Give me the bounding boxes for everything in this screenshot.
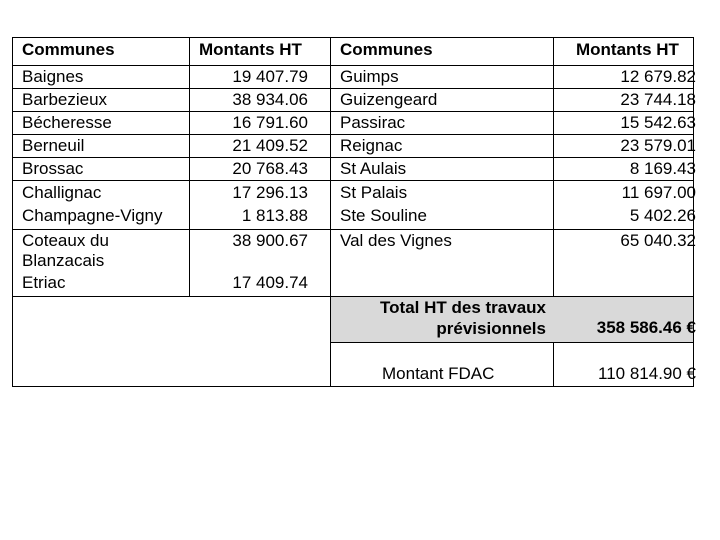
commune-name: Val des Vignes <box>340 231 452 250</box>
commune-amount: 16 791.60 <box>232 113 308 132</box>
commune-name-continued: Blanzacais <box>22 251 105 270</box>
commune-amount: 15 542.63 <box>620 113 696 132</box>
commune-name: Coteaux du <box>22 231 109 250</box>
commune-amount: 17 296.13 <box>232 183 308 202</box>
commune-amount: 12 679.82 <box>620 67 696 86</box>
commune-name: Guizengeard <box>340 90 438 109</box>
commune-name: Berneuil <box>22 136 85 155</box>
fdac-label: Montant FDAC <box>382 364 495 383</box>
total-divider <box>330 342 694 343</box>
commune-name: Champagne-Vigny <box>22 206 163 225</box>
commune-amount: 65 040.32 <box>620 231 696 250</box>
header-divider <box>12 65 694 66</box>
commune-amount: 21 409.52 <box>232 136 308 155</box>
total-label-line1: Total HT des travaux <box>380 298 546 317</box>
commune-name: Etriac <box>22 273 66 292</box>
commune-name: Passirac <box>340 113 406 132</box>
commune-name: Baignes <box>22 67 84 86</box>
header-communes-left: Communes <box>22 40 115 59</box>
commune-amount: 5 402.26 <box>629 206 696 225</box>
header-montants-right: Montants HT <box>576 40 679 59</box>
commune-amount: 1 813.88 <box>241 206 308 225</box>
commune-name: St Aulais <box>340 159 407 178</box>
header-communes-right: Communes <box>340 40 433 59</box>
row-divider <box>12 111 694 112</box>
row-divider <box>12 134 694 135</box>
commune-name: Challignac <box>22 183 102 202</box>
header-montants-left: Montants HT <box>199 40 302 59</box>
row-divider <box>12 88 694 89</box>
total-label-line2: prévisionnels <box>436 319 546 338</box>
total-value: 358 586.46 € <box>596 318 696 337</box>
commune-amount: 19 407.79 <box>232 67 308 86</box>
commune-name: Ste Souline <box>340 206 427 225</box>
commune-amount: 38 900.67 <box>232 231 308 250</box>
row-divider <box>12 229 694 230</box>
commune-name: Brossac <box>22 159 84 178</box>
commune-name: Reignac <box>340 136 403 155</box>
fdac-value: 110 814.90 € <box>598 364 696 383</box>
commune-name: Bécheresse <box>22 113 112 132</box>
row-divider <box>12 180 694 181</box>
commune-amount: 23 579.01 <box>620 136 696 155</box>
commune-name: Barbezieux <box>22 90 108 109</box>
commune-amount: 20 768.43 <box>232 159 308 178</box>
commune-amount: 11 697.00 <box>621 183 696 202</box>
commune-amount: 23 744.18 <box>620 90 696 109</box>
commune-amount: 17 409.74 <box>232 273 308 292</box>
commune-amount: 38 934.06 <box>232 90 308 109</box>
commune-name: St Palais <box>340 183 408 202</box>
commune-amount: 8 169.43 <box>629 159 696 178</box>
row-divider <box>12 157 694 158</box>
commune-name: Guimps <box>340 67 399 86</box>
